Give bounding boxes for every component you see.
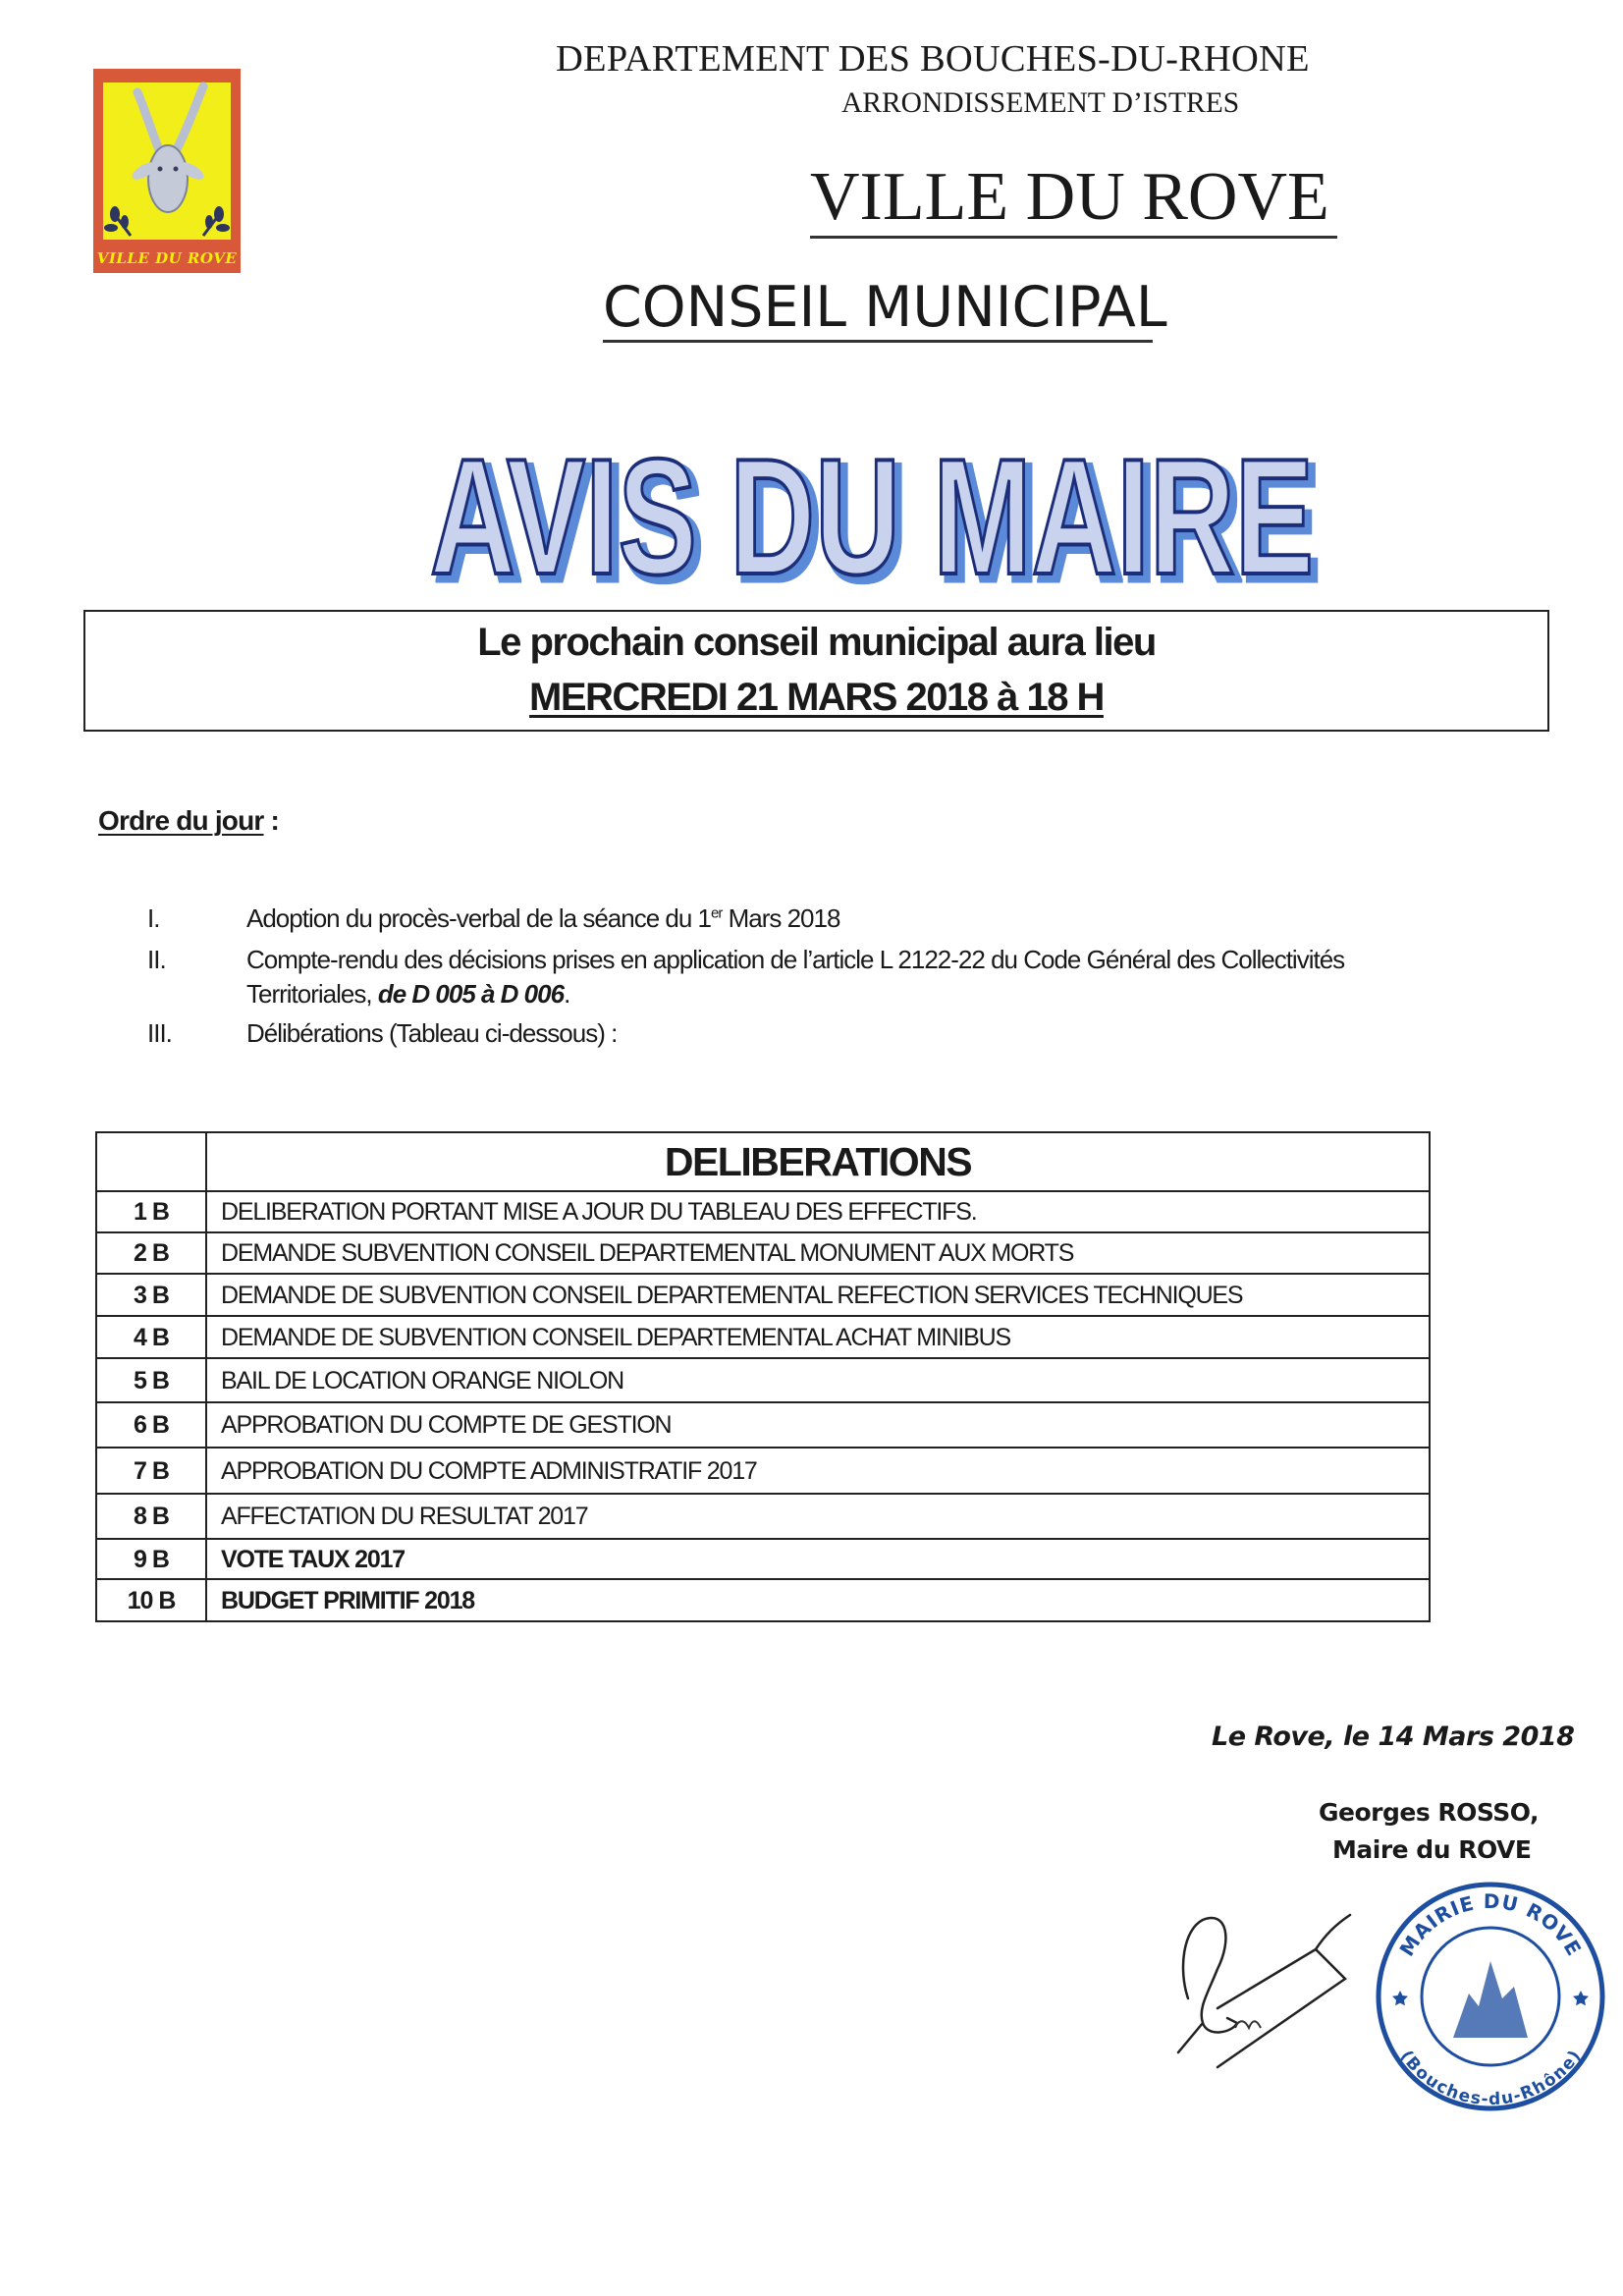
agenda-item-numeral: III. xyxy=(147,1018,172,1048)
table-header: DELIBERATIONS xyxy=(206,1132,1430,1191)
meeting-date xyxy=(85,673,1547,722)
row-label: APPROBATION DU COMPTE DE GESTION xyxy=(206,1402,1430,1448)
table-row xyxy=(96,1494,1430,1539)
department-name: DEPARTEMENT DES BOUCHES-DU-RHONE xyxy=(556,38,1310,80)
stamp-bottom-text: (Bouches-du-Rhône) xyxy=(1395,2047,1586,2110)
table-header-row xyxy=(96,1132,1430,1191)
agenda-item-text: Adoption du procès-verbal de la séance du 1 xyxy=(246,903,712,933)
goat-head-icon xyxy=(93,69,241,273)
table-row xyxy=(96,1402,1430,1448)
council-title: CONSEIL MUNICIPAL xyxy=(603,275,1167,340)
signatory-name: Georges ROSSO, xyxy=(1319,1798,1540,1827)
row-label: BUDGET PRIMITIF 2018 xyxy=(206,1579,1430,1621)
row-number: 2 B xyxy=(96,1232,206,1274)
signatory-title: Maire du ROVE xyxy=(1332,1835,1532,1864)
row-number: 8 B xyxy=(96,1494,206,1539)
city-title-underline xyxy=(810,236,1337,239)
meeting-date-text: MERCREDI 21 MARS 2018 à 18 H xyxy=(529,676,1104,719)
row-label: DEMANDE DE SUBVENTION CONSEIL DEPARTEMENTAL ACHAT MINIBUS xyxy=(206,1316,1430,1358)
agenda-item-continuation xyxy=(246,978,1562,1010)
agenda-heading xyxy=(98,803,279,839)
row-label: APPROBATION DU COMPTE ADMINISTRATIF 2017 xyxy=(206,1448,1430,1494)
agenda-item: Délibérations (Tableau ci-dessous) : xyxy=(246,1018,618,1048)
council-title-underline xyxy=(603,340,1153,343)
table-row xyxy=(96,1232,1430,1274)
decision-range: de D 005 à D 006 xyxy=(377,979,565,1009)
logo-caption: VILLE DU ROVE xyxy=(96,249,238,267)
row-number: 10 B xyxy=(96,1579,206,1621)
row-label: DEMANDE SUBVENTION CONSEIL DEPARTEMENTAL MONUMENT AUX MORTS xyxy=(206,1232,1430,1274)
city-logo xyxy=(93,69,241,273)
table-row xyxy=(96,1358,1430,1402)
agenda-item: Compte-rendu des décisions prises en application de l’article L 2122-22 du Code Général des Collectivités xyxy=(246,945,1345,974)
place-and-date: Le Rove, le 14 Mars 2018 xyxy=(1212,1722,1575,1752)
stamp-emblem-icon xyxy=(1453,1961,1528,2038)
announcement-box xyxy=(83,610,1549,732)
signature xyxy=(1159,1881,1375,2077)
row-number: 3 B xyxy=(96,1274,206,1316)
agenda-item-text-end: . xyxy=(564,979,570,1009)
stamp-top-text: MAIRIE DU ROVE xyxy=(1394,1888,1587,1961)
arrondissement-name: ARRONDISSEMENT D’ISTRES xyxy=(841,87,1240,119)
row-label: AFFECTATION DU RESULTAT 2017 xyxy=(206,1494,1430,1539)
row-number: 7 B xyxy=(96,1448,206,1494)
agenda-item-text-end: Mars 2018 xyxy=(722,903,840,933)
row-number: 1 B xyxy=(96,1191,206,1232)
table-row xyxy=(96,1274,1430,1316)
row-number: 9 B xyxy=(96,1539,206,1579)
row-label: DEMANDE DE SUBVENTION CONSEIL DEPARTEMENTAL REFECTION SERVICES TECHNIQUES xyxy=(206,1274,1430,1316)
row-label: BAIL DE LOCATION ORANGE NIOLON xyxy=(206,1358,1430,1402)
agenda-heading-colon: : xyxy=(263,805,280,836)
agenda-item-sup: er xyxy=(711,904,723,922)
row-number: 4 B xyxy=(96,1316,206,1358)
table-row xyxy=(96,1191,1430,1232)
table-row xyxy=(96,1448,1430,1494)
deliberations-table xyxy=(95,1131,1431,1622)
agenda-heading-text: Ordre du jour xyxy=(98,805,264,836)
row-number: 5 B xyxy=(96,1358,206,1402)
notice-title xyxy=(422,424,1325,638)
mairie-stamp xyxy=(1375,1881,1606,2112)
table-row xyxy=(96,1539,1430,1579)
stamp-star-icon xyxy=(1573,1991,1589,2005)
row-number: 6 B xyxy=(96,1402,206,1448)
row-label: VOTE TAUX 2017 xyxy=(206,1539,1430,1579)
table-row xyxy=(96,1579,1430,1621)
row-label: DELIBERATION PORTANT MISE A JOUR DU TABLEAU DES EFFECTIFS. xyxy=(206,1191,1430,1232)
city-title: VILLE DU ROVE xyxy=(810,159,1329,235)
agenda-item-numeral: II. xyxy=(147,945,166,974)
stamp-star-icon xyxy=(1392,1991,1408,2005)
agenda-item-numeral: I. xyxy=(147,903,160,933)
header-blank-cell xyxy=(96,1132,206,1191)
notice-title-text: AVIS DU MAIRE xyxy=(430,424,1314,609)
agenda-item xyxy=(246,902,1562,934)
table-row xyxy=(96,1316,1430,1358)
agenda-item-text: Territoriales, xyxy=(246,979,378,1009)
announcement-line: Le prochain conseil municipal aura lieu xyxy=(477,621,1156,664)
